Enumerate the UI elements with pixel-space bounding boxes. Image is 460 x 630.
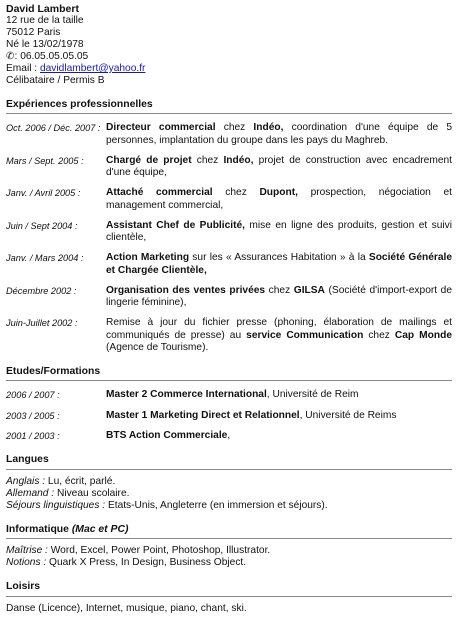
it-skills-list	[6, 545, 452, 569]
experience-connector: chez	[212, 187, 260, 199]
language-line	[6, 476, 452, 488]
experience-date: Juin-Juillet 2002 :	[6, 318, 78, 329]
education-degree: Master 1 Marketing Direct et Relationnel	[106, 409, 300, 421]
experience-role: Directeur commercial	[106, 122, 216, 134]
it-skill-label: Notions :	[6, 557, 47, 569]
it-title: Informatique	[6, 523, 69, 535]
experience-company: Dupont,	[259, 187, 298, 199]
section-it-title	[6, 524, 452, 539]
experience-company: GILSA	[293, 284, 325, 296]
education-school: ,	[227, 429, 231, 441]
experience-details: (Agence de Tourisme).	[106, 341, 209, 353]
education-date: 2001 / 2003 :	[6, 430, 60, 441]
experience-details: prospection, négociation et management commercial,	[106, 187, 452, 211]
hobbies-list	[6, 603, 452, 615]
experience-connector: chez	[215, 122, 254, 134]
birth-date: Né le 13/02/1978	[6, 39, 84, 50]
education-date: 2003 / 2005 :	[6, 410, 60, 421]
experience-details: coordination d'une équipe de 5 personnes, implantation du groupe dans les pays du Maghreb.	[106, 122, 452, 146]
experience-details: mise en ligne des produits, gestion et suivi clientèle,	[106, 219, 452, 244]
contact-block	[6, 3, 452, 87]
experience-role: Organisation des ventes privées	[106, 284, 266, 296]
email-line	[6, 63, 452, 75]
education-item	[6, 430, 452, 442]
language-label: Anglais :	[6, 475, 46, 487]
experience-role: Attaché commercial	[106, 187, 213, 199]
experience-item	[6, 155, 452, 179]
section-languages-title: Langues	[6, 454, 452, 469]
experience-list	[6, 122, 452, 354]
experience-date: Décembre 2002 :	[6, 285, 77, 296]
experience-item	[6, 220, 452, 244]
education-date: 2006 / 2007 :	[6, 390, 60, 401]
it-skill-text: Quark X Press, In Design, Business Object.	[46, 557, 247, 569]
education-description	[106, 410, 452, 422]
email-label: Email :	[6, 63, 40, 74]
language-label: Allemand :	[6, 487, 55, 499]
it-skill-line	[6, 545, 452, 557]
experience-description	[106, 252, 452, 276]
address-city: 75012 Paris	[6, 27, 61, 38]
experience-connector: chez	[363, 329, 395, 341]
hobbies-text: Danse (Licence), Internet, musique, piano, chant, ski.	[6, 602, 247, 614]
address-street: 12 rue de la taille	[6, 15, 84, 26]
experience-description	[106, 220, 452, 244]
experience-item	[6, 187, 452, 211]
education-item	[6, 389, 452, 401]
education-description	[106, 389, 452, 401]
marital-status: Célibataire / Permis B	[6, 75, 105, 86]
experience-date: Mars / Sept. 2005 :	[6, 155, 84, 166]
experience-date: Juin / Sept 2004 :	[6, 220, 78, 231]
experience-connector: sur les « Assurances Habitation » à la	[189, 252, 369, 264]
education-degree: Master 2 Commerce International	[106, 389, 267, 401]
phone-number: ✆: 06.05.05.05.05	[6, 51, 89, 62]
education-school: , Université de Reim	[266, 389, 359, 401]
section-hobbies-title: Loisirs	[6, 581, 452, 596]
experience-description	[106, 187, 452, 211]
experience-details: Remise à jour du fichier presse (phoning, élaboration de mailings et communiqués de presse) au	[106, 317, 452, 341]
language-line	[6, 500, 452, 512]
language-level: Etats-Unis, Angleterre (en immersion et séjours).	[105, 499, 328, 511]
experience-item	[6, 252, 452, 276]
section-education-title: Etudes/Formations	[6, 366, 452, 381]
experience-role: Assistant Chef de Publicité,	[106, 219, 245, 231]
education-item	[6, 410, 452, 422]
experience-description	[106, 155, 452, 179]
experience-date: Janv. / Avril 2005 :	[6, 188, 81, 199]
education-degree: BTS Action Commerciale	[106, 429, 228, 441]
experience-description	[106, 285, 452, 309]
email-link[interactable]: davidlambert@yahoo.fr	[39, 63, 146, 74]
it-skill-line	[6, 557, 452, 569]
language-level: Niveau scolaire.	[54, 487, 130, 499]
it-skill-text: Word, Excel, Power Point, Photoshop, Illustrator.	[47, 545, 271, 557]
experience-date: Janv. / Mars 2004 :	[6, 253, 84, 264]
experience-date: Oct. 2006 / Déc. 2007 :	[6, 123, 101, 134]
experience-role: Chargé de projet	[106, 154, 192, 166]
experience-description	[106, 317, 452, 354]
languages-list	[6, 476, 452, 512]
experience-role: Action Marketing	[106, 252, 190, 264]
education-description	[106, 430, 452, 442]
experience-company: Société Générale et Chargée Clientèle,	[106, 252, 452, 276]
it-title-platforms: (Mac et PC)	[71, 523, 129, 535]
language-level: Lu, écrit, parlé.	[45, 475, 116, 487]
language-line	[6, 488, 452, 500]
experience-item	[6, 317, 452, 354]
experience-company: Cap Monde	[394, 329, 453, 341]
experience-description	[106, 122, 452, 146]
education-list	[6, 389, 452, 442]
it-skill-label: Maîtrise :	[6, 545, 48, 557]
candidate-name: David Lambert	[6, 3, 79, 15]
experience-department: service Communication	[246, 329, 364, 341]
section-experience-title: Expériences professionnelles	[6, 99, 452, 114]
experience-details: projet de construction avec encadrement d'une équipe,	[106, 154, 452, 179]
experience-details: (Société d'import-export de lingerie féminine),	[106, 284, 452, 309]
education-school: , Université de Reims	[299, 409, 397, 421]
experience-item	[6, 122, 452, 146]
experience-item	[6, 285, 452, 309]
experience-company: Indéo,	[253, 122, 284, 134]
experience-company: Indéo,	[223, 154, 254, 166]
experience-connector: chez	[191, 154, 224, 166]
experience-connector: chez	[265, 284, 294, 296]
language-label: Séjours linguistiques :	[6, 499, 106, 511]
